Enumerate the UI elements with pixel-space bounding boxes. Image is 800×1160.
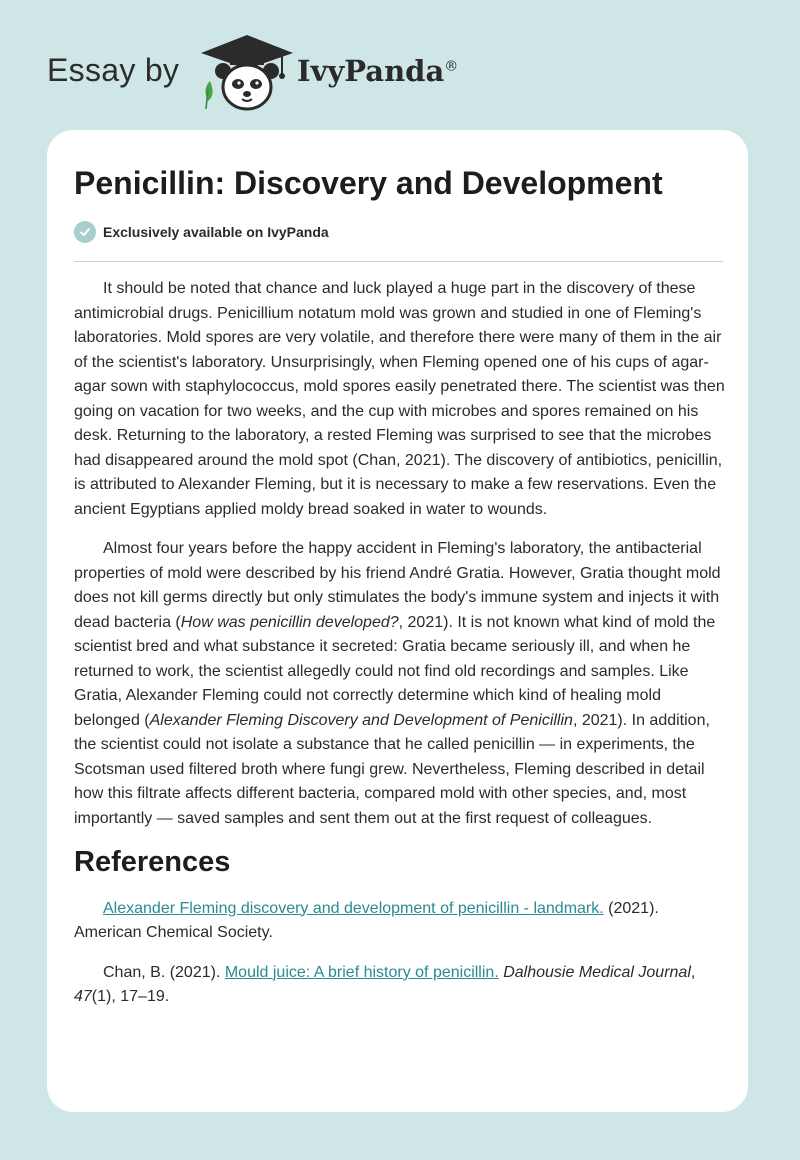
essay-title: Penicillin: Discovery and Development [74,165,663,201]
essay-body [74,277,726,1025]
reference-2-comma: , [690,963,696,981]
paragraph-2-text-3: , 2021). In addition, the scientist could not isolate a substance that he called penicillin — in experiments, the Scotsman used filtered broth where fungi grew. Nevertheless, Fleming described in detail how this filtrate affects different bacteria, compared mold with other species, and, most importantly — saved samples and sent them out at the first request of colleagues. [74,711,710,827]
paragraph-1: It should be noted that chance and luck played a huge part in the discovery of these antimicrobial drugs. Penicillium notatum mold was grown and studied in one of Fleming's laboratories. Mold spores are very volatile, and therefore there were many of them in the air of the scientist's laboratory. Unsurprisingly, when Fleming opened one of his cups of agar-agar sown with staphylococcus, mold spores easily penetrated there. The scientist was then going on vacation for two weeks, and the cup with microbes and spores remained on his desk. Returning to the laboratory, a rested Fleming was surprised to see that the microbes had disappeared around the mold spot (Chan, 2021). The discovery of antibiotics, penicillin, is attributed to Alexander Fleming, but it is necessary to make a few reservations. Even the ancient Egyptians applied moldy bread soaked in water to wounds. [74,280,725,518]
reference-1 [74,897,726,946]
essay-by-label: Essay by [47,52,180,88]
reference-2-rest: (1), 17–19. [91,988,170,1005]
reference-1-rest: (2021). American Chemical Society. [74,899,659,941]
site-header [0,0,800,130]
paragraph-2-citation-1: How was penicillin developed? [180,613,399,631]
paragraph-2-citation-2: Alexander Fleming Discovery and Development of Penicillin [149,711,573,729]
reference-2-volume: 47 [74,988,92,1005]
panda-logo-icon[interactable] [200,33,295,113]
essay-card [47,130,748,1112]
brand-label: IvyPanda [297,54,445,88]
brand-name[interactable] [297,54,458,88]
title-divider [74,261,723,262]
exclusive-badge [74,221,329,243]
reference-2-journal: Dalhousie Medical Journal [503,963,691,981]
checkmark-icon [74,221,96,243]
reference-2-author: Chan, B. (2021). [103,963,225,981]
reference-2 [74,961,726,1010]
exclusive-badge-label: Exclusively available on IvyPanda [103,224,329,240]
paragraph-2 [74,537,726,831]
references-heading: References [74,846,231,878]
trademark-mark: ® [444,58,459,75]
reference-2-link[interactable]: Mould juice: A brief history of penicillin. [224,963,499,981]
paragraph-2-text-1: Almost four years before the happy accident in Fleming's laboratory, the antibacterial properties of mold were described by his friend André Gratia. However, Gratia thought mold does not kill germs directly but only stimulates the body's immune system and injects it with dead bacteria ( [74,540,721,631]
paragraph-2-text-2: , 2021). It is not known what kind of mold the scientist bred and what substance it secreted: Gratia became seriously ill, and when he returned to work, the scientist allegedly could not find old recordings and samples. Like Gratia, Alexander Fleming could not correctly determine which kind of healing mold belonged ( [74,613,716,729]
reference-1-link[interactable]: Alexander Fleming discovery and development of penicillin - landmark. [103,899,604,917]
